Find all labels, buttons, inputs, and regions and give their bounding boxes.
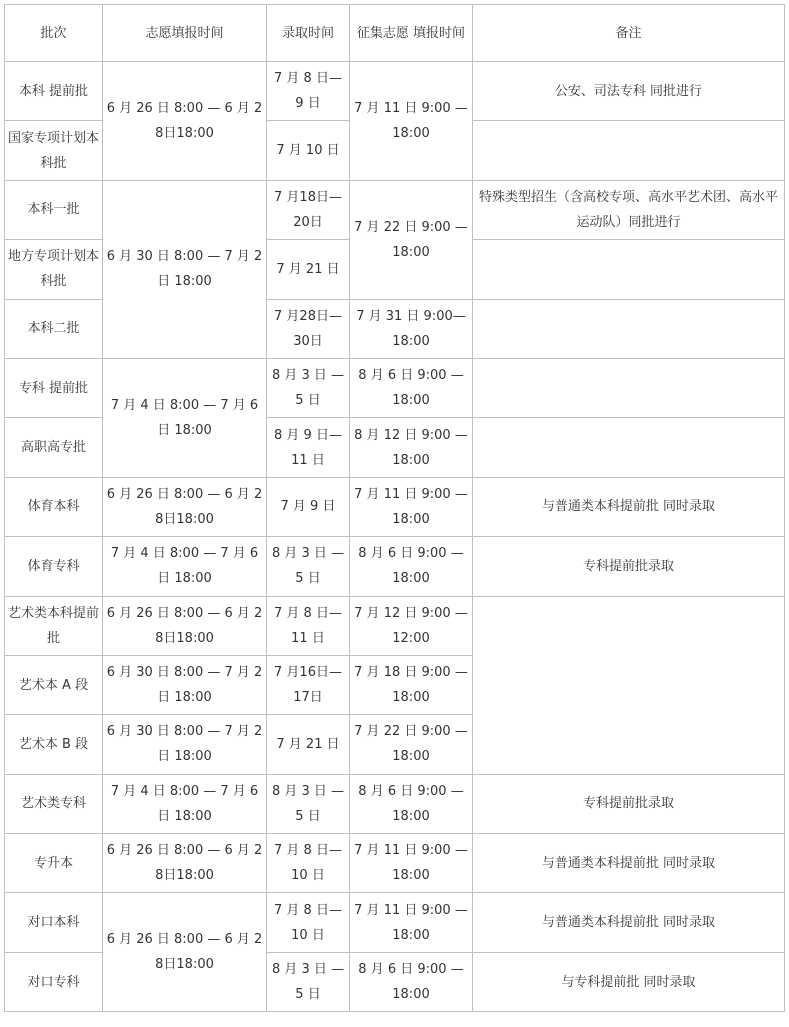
note-cell: 专科提前批录取 <box>473 774 785 833</box>
admit-time-cell: 7 月 21 日 <box>267 240 350 299</box>
admit-time-cell: 7 月28日—30日 <box>267 299 350 358</box>
header-note: 备注 <box>473 5 785 62</box>
batch-cell: 地方专项计划本科批 <box>5 240 103 299</box>
fill-time-cell: 7 月 4 日 8:00 — 7 月 6 日 18:00 <box>103 537 267 596</box>
admit-time-cell: 7 月 8 日— 10 日 <box>267 834 350 893</box>
fill-time-cell: 6 月 26 日 8:00 — 6 月 28日18:00 <box>103 596 267 655</box>
batch-cell: 艺术本 B 段 <box>5 715 103 774</box>
table-row <box>5 477 785 536</box>
fill-time-cell: 6 月 30 日 8:00 — 7 月 2 日 18:00 <box>103 655 267 714</box>
batch-cell: 艺术本 A 段 <box>5 655 103 714</box>
solicit-time-cell: 8 月 6 日 9:00 — 18:00 <box>350 774 473 833</box>
admit-time-cell: 8 月 3 日 — 5 日 <box>267 358 350 417</box>
solicit-time-cell: 8 月 6 日 9:00 — 18:00 <box>350 358 473 417</box>
note-cell: 与普通类本科提前批 同时录取 <box>473 834 785 893</box>
solicit-time-cell: 7 月 11 日 9:00 — 18:00 <box>350 62 473 181</box>
table-row <box>5 358 785 417</box>
fill-time-cell: 6 月 26 日 8:00 — 6 月 28日18:00 <box>103 834 267 893</box>
batch-cell: 艺术类本科提前批 <box>5 596 103 655</box>
solicit-time-cell: 8 月 6 日 9:00 — 18:00 <box>350 537 473 596</box>
batch-cell: 国家专项计划本科批 <box>5 121 103 180</box>
fill-time-cell: 6 月 30 日 8:00 — 7 月 2 日 18:00 <box>103 715 267 774</box>
note-cell <box>473 418 785 477</box>
admit-time-cell: 7 月18日—20日 <box>267 180 350 239</box>
note-cell: 公安、司法专科 同批进行 <box>473 62 785 121</box>
admit-time-cell: 8 月 3 日 — 5 日 <box>267 774 350 833</box>
note-cell: 与普通类本科提前批 同时录取 <box>473 893 785 952</box>
note-cell <box>473 358 785 417</box>
solicit-time-cell: 7 月 31 日 9:00— 18:00 <box>350 299 473 358</box>
admission-schedule-table <box>4 4 785 1012</box>
admit-time-cell: 7 月 9 日 <box>267 477 350 536</box>
solicit-time-cell: 7 月 22 日 9:00 — 18:00 <box>350 715 473 774</box>
note-cell: 特殊类型招生（含高校专项、高水平艺术团、高水平运动队）同批进行 <box>473 180 785 239</box>
batch-cell: 高职高专批 <box>5 418 103 477</box>
table-row <box>5 596 785 655</box>
solicit-time-cell: 7 月 11 日 9:00 — 18:00 <box>350 893 473 952</box>
admit-time-cell: 8 月 9 日— 11 日 <box>267 418 350 477</box>
admit-time-cell: 7 月 21 日 <box>267 715 350 774</box>
header-batch: 批次 <box>5 5 103 62</box>
admit-time-cell: 7 月 10 日 <box>267 121 350 180</box>
admit-time-cell: 8 月 3 日 — 5 日 <box>267 537 350 596</box>
fill-time-cell: 6 月 26 日 8:00 — 6 月 28日18:00 <box>103 893 267 1012</box>
header-fill-time: 志愿填报时间 <box>103 5 267 62</box>
note-cell <box>473 121 785 180</box>
batch-cell: 专科 提前批 <box>5 358 103 417</box>
header-admit-time: 录取时间 <box>267 5 350 62</box>
batch-cell: 本科二批 <box>5 299 103 358</box>
admit-time-cell: 7 月16日— 17日 <box>267 655 350 714</box>
table-row <box>5 537 785 596</box>
table-row <box>5 180 785 239</box>
admit-time-cell: 8 月 3 日 — 5 日 <box>267 952 350 1011</box>
fill-time-cell: 6 月 26 日 8:00 — 6 月 28日18:00 <box>103 477 267 536</box>
batch-cell: 体育本科 <box>5 477 103 536</box>
header-solicit-time: 征集志愿 填报时间 <box>350 5 473 62</box>
admit-time-cell: 7 月 8 日— 11 日 <box>267 596 350 655</box>
batch-cell: 专升本 <box>5 834 103 893</box>
batch-cell: 本科一批 <box>5 180 103 239</box>
solicit-time-cell: 8 月 6 日 9:00 — 18:00 <box>350 952 473 1011</box>
solicit-time-cell: 7 月 11 日 9:00 — 18:00 <box>350 834 473 893</box>
solicit-time-cell: 7 月 22 日 9:00 — 18:00 <box>350 180 473 299</box>
table-row <box>5 834 785 893</box>
note-cell <box>473 240 785 299</box>
solicit-time-cell: 7 月 12 日 9:00 — 12:00 <box>350 596 473 655</box>
admit-time-cell: 7 月 8 日— 10 日 <box>267 893 350 952</box>
note-cell: 专科提前批录取 <box>473 537 785 596</box>
solicit-time-cell: 8 月 12 日 9:00 — 18:00 <box>350 418 473 477</box>
solicit-time-cell: 7 月 18 日 9:00 — 18:00 <box>350 655 473 714</box>
note-cell: 与普通类本科提前批 同时录取 <box>473 477 785 536</box>
batch-cell: 对口本科 <box>5 893 103 952</box>
batch-cell: 艺术类专科 <box>5 774 103 833</box>
table-row <box>5 62 785 121</box>
batch-cell: 本科 提前批 <box>5 62 103 121</box>
table-header-row <box>5 5 785 62</box>
table-row <box>5 774 785 833</box>
note-cell: 与专科提前批 同时录取 <box>473 952 785 1011</box>
table-row <box>5 893 785 952</box>
admit-time-cell: 7 月 8 日—9 日 <box>267 62 350 121</box>
fill-time-cell: 6 月 26 日 8:00 — 6 月 28日18:00 <box>103 62 267 181</box>
fill-time-cell: 7 月 4 日 8:00 — 7 月 6 日 18:00 <box>103 774 267 833</box>
batch-cell: 对口专科 <box>5 952 103 1011</box>
note-cell <box>473 299 785 358</box>
solicit-time-cell: 7 月 11 日 9:00 — 18:00 <box>350 477 473 536</box>
note-cell <box>473 596 785 774</box>
fill-time-cell: 6 月 30 日 8:00 — 7 月 2 日 18:00 <box>103 180 267 358</box>
batch-cell: 体育专科 <box>5 537 103 596</box>
fill-time-cell: 7 月 4 日 8:00 — 7 月 6 日 18:00 <box>103 358 267 477</box>
